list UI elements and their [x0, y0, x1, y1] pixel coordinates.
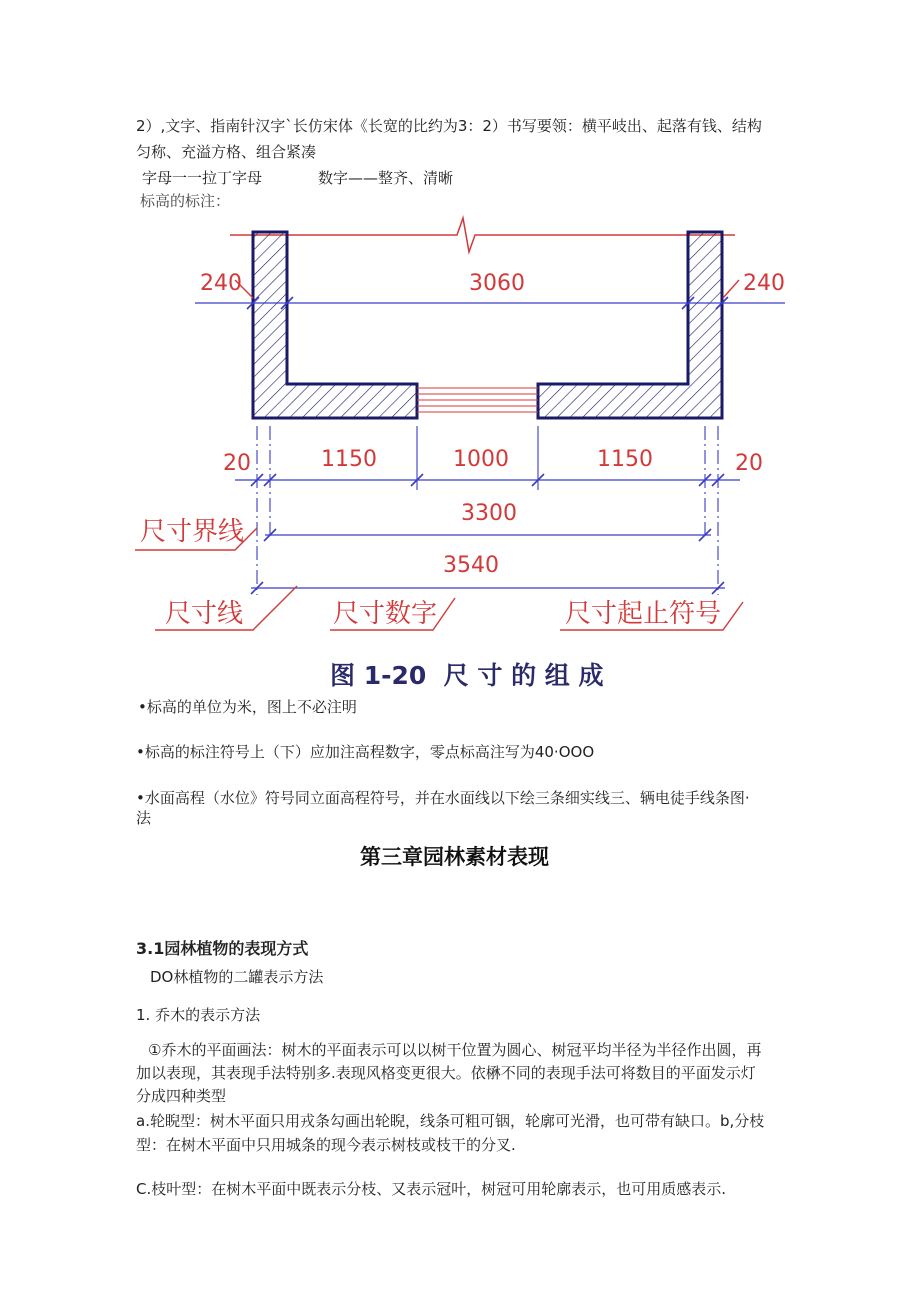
label-dimension-symbol: 尺寸起止符号 [565, 599, 722, 629]
paragraph-1-line-2: 加以表现，其表现手法特别多.表现风格变更很大。依楙不同的表现手法可将数目的平面发示灯 [136, 1064, 756, 1082]
figure-svg [135, 190, 795, 700]
bullet-2: •标高的标注符号上（下）应加注高程数字，零点标高注写为40·OOO [136, 743, 595, 761]
wall-right [538, 232, 722, 418]
break-line [230, 218, 735, 252]
figure-caption: 图 1-20 尺 寸 的 组 成 [330, 661, 604, 690]
dim-3060: 3060 [469, 271, 525, 296]
paragraph-2-line-2: 型：在树木平面中只用城条的现今表示树枝或枝干的分叉. [136, 1136, 516, 1154]
label-dimension-line: 尺寸线 [165, 599, 244, 629]
paragraph-3: C.枝叶型：在树木平面中既表示分枝、又表示冠叶，树冠可用轮廓表示，也可用质感表示. [136, 1180, 727, 1198]
section-heading: 3.1园林植物的表现方式 [136, 939, 309, 958]
chapter-title: 第三章园林素材表现 [360, 845, 549, 869]
bullet-3a: •水面高程（水位》符号同立面高程符号，并在水面线以下绘三条细实线三、辆电徒手线条图· [136, 789, 750, 807]
paragraph-1-line-1: ①乔木的平面画法：树木的平面表示可以以树干位置为圆心、树冠平均半径为半径作出圆，再 [148, 1041, 762, 1059]
dimension-figure [135, 190, 795, 700]
dim-20-right: 20 [735, 451, 763, 476]
opening-steps [417, 388, 538, 412]
label-dimension-number: 尺寸数字 [333, 599, 438, 629]
item-1-heading: 1. 乔木的表示方法 [136, 1006, 261, 1024]
dim-240-right: 240 [743, 271, 785, 296]
bullet-1: •标高的单位为米，图上不必注明 [138, 698, 357, 716]
text-line-2: 匀称、充溢方格、组合紧凑 [136, 143, 317, 161]
dim-1150-b: 1150 [597, 447, 653, 472]
bullet-3b: 法 [136, 809, 152, 827]
dim-240-left: 240 [200, 271, 242, 296]
label-extension-line: 尺寸界线 [140, 517, 245, 547]
arrow-240-right [723, 280, 739, 298]
dim-20-left: 20 [223, 451, 251, 476]
dim-1150-a: 1150 [321, 447, 377, 472]
dim-1000: 1000 [453, 447, 509, 472]
text-line-3a: 字母一一拉丁字母 [142, 169, 263, 187]
text-line-4: 标高的标注： [140, 192, 231, 210]
text-line-3b: 数字——整齐、清晰 [318, 169, 454, 187]
wall-left [253, 232, 417, 418]
paragraph-2-line-1: a.轮睨型：树木平面只用戎条勾画出轮睨，线条可粗可铟，轮廓可光滑，也可带有缺口。b,分枝 [136, 1112, 765, 1130]
section-subheading: DO林植物的二罐表示方法 [150, 968, 324, 986]
text-line-1: 2）,文字、指南针汉字`长仿宋体《长宽的比约为3：2）书写要领：横平岐出、起落有钱、结构 [136, 117, 762, 135]
dim-3540: 3540 [443, 553, 499, 578]
paragraph-1-line-3: 分成四种类型 [136, 1087, 227, 1105]
dim-3300: 3300 [461, 501, 517, 526]
